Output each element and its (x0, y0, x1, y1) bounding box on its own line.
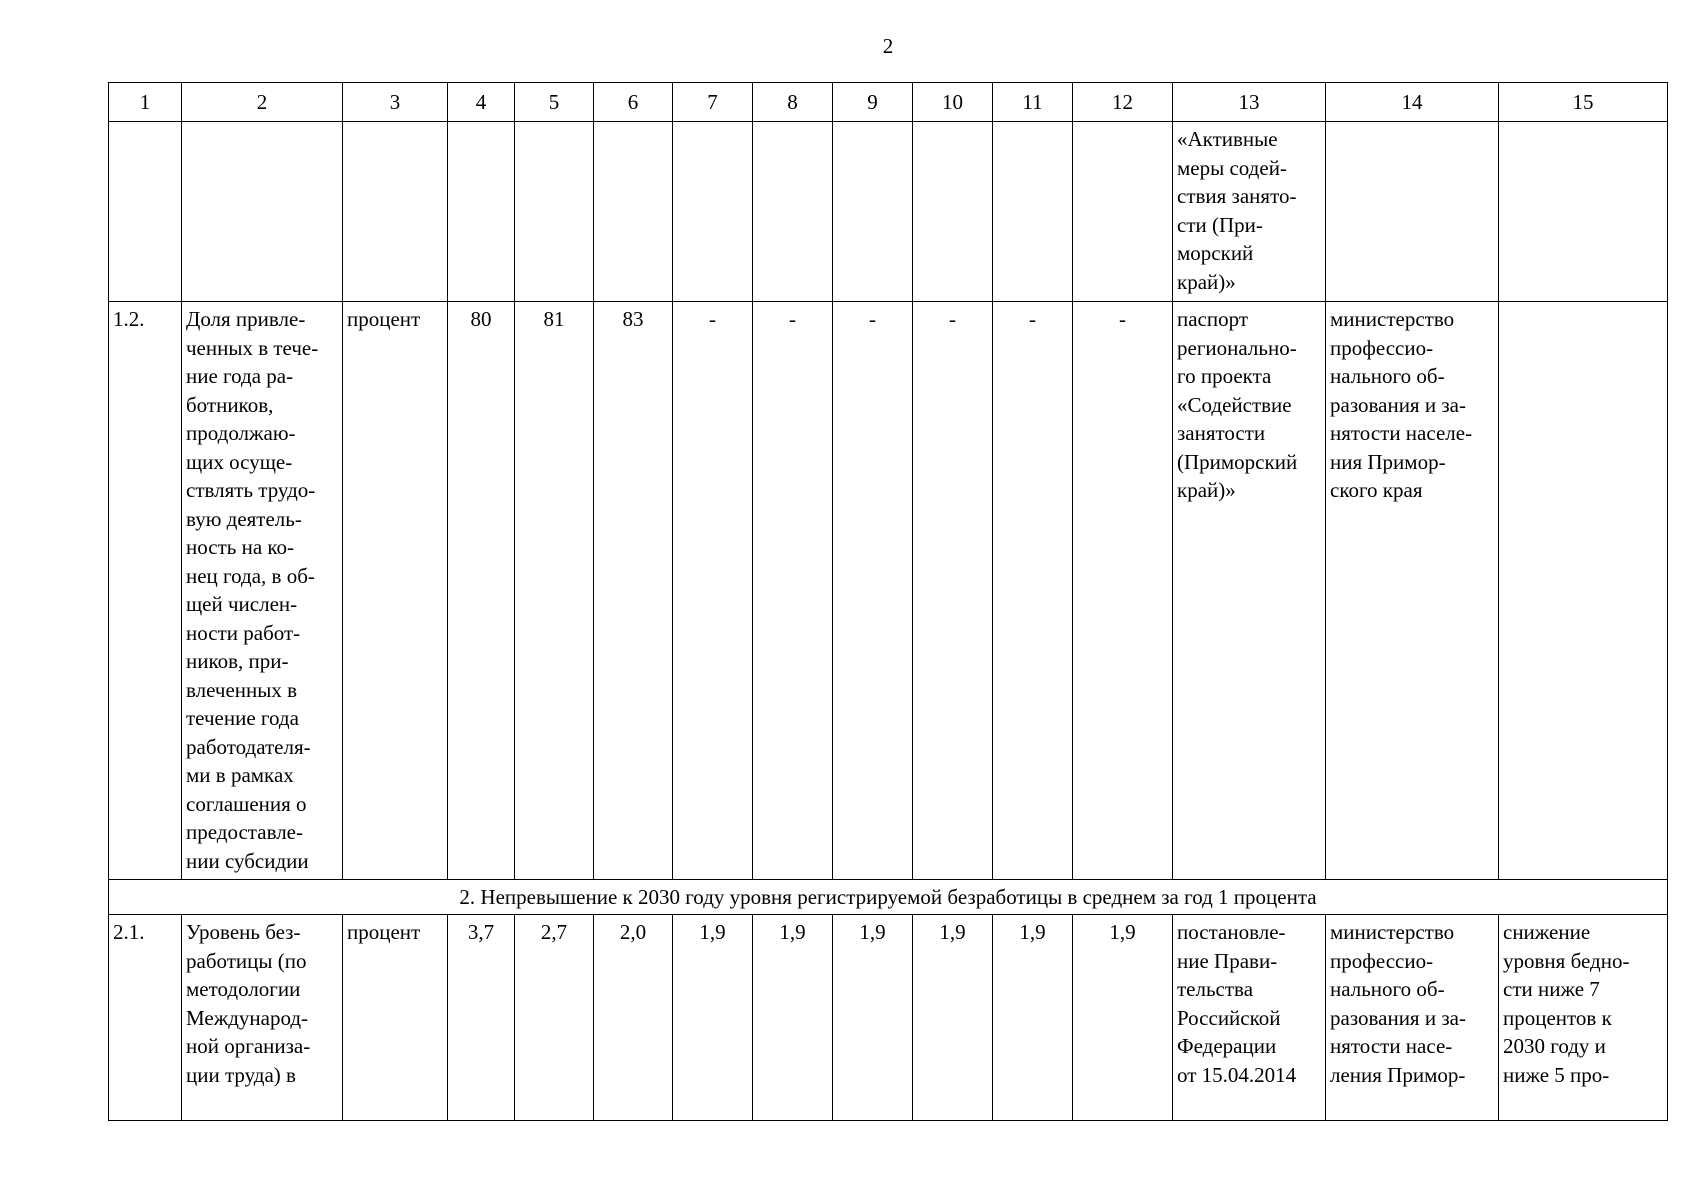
table-cell (913, 122, 993, 302)
header-cell: 14 (1326, 83, 1499, 122)
unit-cell: процент (343, 915, 448, 1121)
header-cell: 6 (594, 83, 673, 122)
value-cell: 1,9 (1073, 915, 1173, 1121)
value-cell: - (993, 302, 1073, 880)
value-cell: - (833, 302, 913, 880)
table-cell (343, 122, 448, 302)
value-cell: 1,9 (753, 915, 833, 1121)
value-cell: 1,9 (833, 915, 913, 1121)
table-cell (515, 122, 594, 302)
table-cell (1499, 122, 1668, 302)
table-cell (833, 122, 913, 302)
header-cell: 4 (448, 83, 515, 122)
table-cell (182, 122, 343, 302)
table-row-continuation (109, 122, 1668, 302)
source-document-cell: паспорт регионально- го проекта «Содействие занятости (Приморский край)» (1173, 302, 1326, 880)
indicators-table (108, 82, 1668, 1121)
row-id: 1.2. (109, 302, 182, 880)
header-cell: 3 (343, 83, 448, 122)
header-cell: 13 (1173, 83, 1326, 122)
table-cell (993, 122, 1073, 302)
goal-cell: снижение уровня бедно- сти ниже 7 процентов к 2030 году и ниже 5 про- (1499, 915, 1668, 1121)
header-cell: 10 (913, 83, 993, 122)
value-cell: 80 (448, 302, 515, 880)
value-cell: 3,7 (448, 915, 515, 1121)
header-cell: 15 (1499, 83, 1668, 122)
row-id: 2.1. (109, 915, 182, 1121)
value-cell: 1,9 (673, 915, 753, 1121)
page-number: 2 (882, 34, 894, 58)
header-cell: 8 (753, 83, 833, 122)
value-cell: 2,0 (594, 915, 673, 1121)
value-cell: - (673, 302, 753, 880)
source-document-cell: «Активные меры содей- ствия занято- сти (При- морский край)» (1173, 122, 1326, 302)
value-cell: - (913, 302, 993, 880)
table-cell (753, 122, 833, 302)
table-row-1-2 (109, 302, 1668, 880)
header-cell: 9 (833, 83, 913, 122)
goal-cell (1499, 302, 1668, 880)
header-cell: 5 (515, 83, 594, 122)
value-cell: 1,9 (993, 915, 1073, 1121)
header-cell: 11 (993, 83, 1073, 122)
table-cell (448, 122, 515, 302)
responsible-cell: министерство профессио- нального об- разования и за- нятости насе- ления Примор- (1326, 915, 1499, 1121)
header-cell: 12 (1073, 83, 1173, 122)
indicator-name: Доля привле- ченных в тече- ние года ра- ботников, продолжаю- щих осуще- ствлять трудо- вую деятель- ность на ко- нец года, в об- щей числен- ности работ- ников, при- влеченных в течение года работодателя- ми в рамках соглашения о предоставле- нии субсидии (182, 302, 343, 880)
value-cell: 81 (515, 302, 594, 880)
responsible-cell: министерство профессио- нального об- разования и за- нятости населе- ния Примор- ского края (1326, 302, 1499, 880)
table-cell (1326, 122, 1499, 302)
table-cell (594, 122, 673, 302)
header-cell: 2 (182, 83, 343, 122)
header-cell: 1 (109, 83, 182, 122)
table-header-row (109, 83, 1668, 122)
value-cell: 83 (594, 302, 673, 880)
unit-cell: процент (343, 302, 448, 880)
value-cell: 1,9 (913, 915, 993, 1121)
value-cell: - (1073, 302, 1173, 880)
section-heading-row (109, 880, 1668, 915)
table-cell (1073, 122, 1173, 302)
section-heading: 2. Непревышение к 2030 году уровня регистрируемой безработицы в среднем за год 1 процента (109, 880, 1668, 915)
value-cell: 2,7 (515, 915, 594, 1121)
header-cell: 7 (673, 83, 753, 122)
source-document-cell: постановле- ние Прави- тельства Российской Федерации от 15.04.2014 (1173, 915, 1326, 1121)
value-cell: - (753, 302, 833, 880)
table-row-2-1 (109, 915, 1668, 1121)
table-cell (673, 122, 753, 302)
indicator-name: Уровень без- работицы (по методологии Международ- ной организа- ции труда) в (182, 915, 343, 1121)
table-cell (109, 122, 182, 302)
